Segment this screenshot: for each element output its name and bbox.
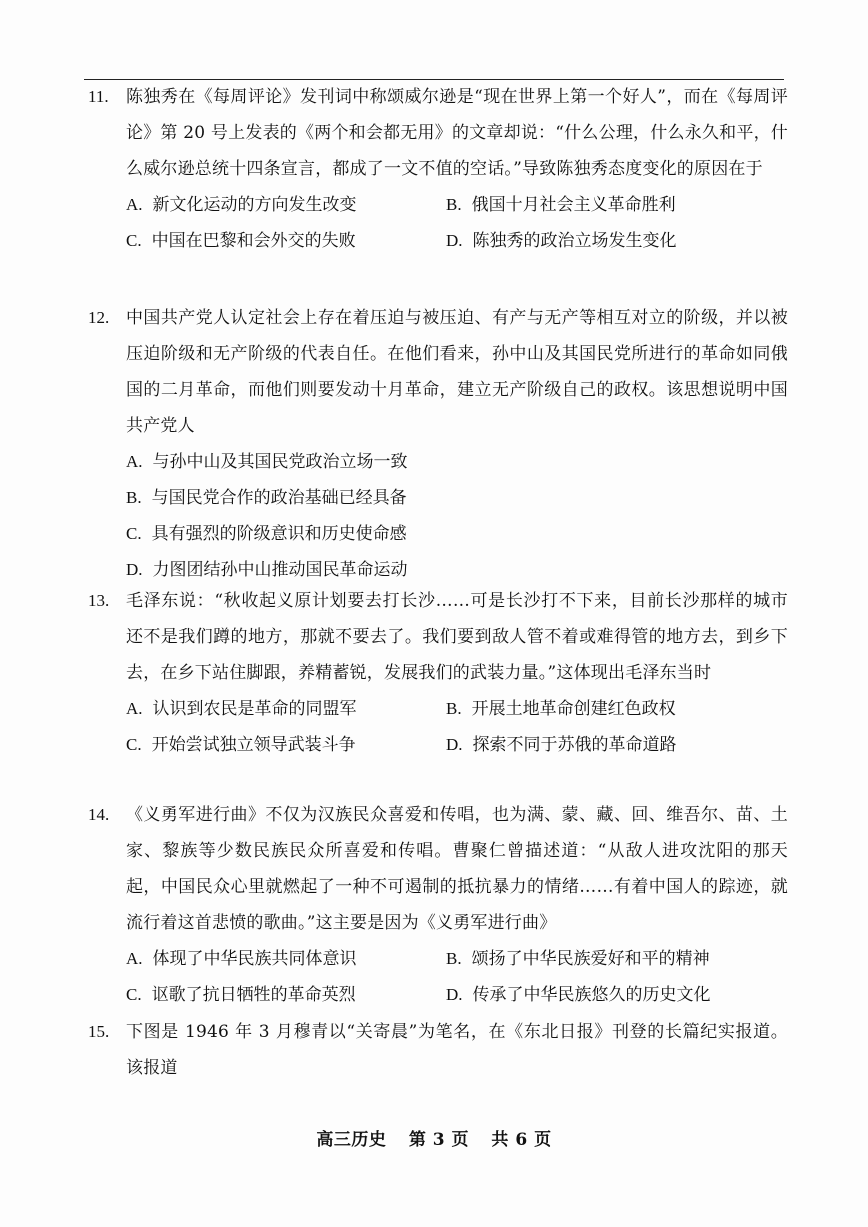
options	[126, 444, 788, 588]
question-12	[88, 300, 788, 588]
question-stem: 中国共产党人认定社会上存在着压迫与被压迫、有产与无产等相互对立的阶级，并以被压迫阶级和无产阶级的代表自任。在他们看来，孙中山及其国民党所进行的革命如同俄国的二月革命，而他们则要发动十月革命，建立无产阶级自己的政权。该思想说明中国共产党人	[126, 308, 788, 436]
option-b[interactable]: B. 开展土地革命创建红色政权	[446, 699, 676, 719]
footer-subject: 高三历史	[316, 1130, 387, 1150]
option-c[interactable]: C. 开始尝试独立领导武装斗争	[126, 735, 356, 755]
options	[126, 187, 788, 259]
question-number: 14.	[88, 805, 110, 824]
option-a[interactable]: A. 与孙中山及其国民党政治立场一致	[126, 452, 408, 472]
option-d[interactable]: D. 传承了中华民族悠久的历史文化	[446, 985, 711, 1005]
option-d[interactable]: D. 力图团结孙中山推动国民革命运动	[126, 560, 408, 580]
footer-page-number: 第 3 页	[408, 1130, 469, 1150]
option-c[interactable]: C. 具有强烈的阶级意识和历史使命感	[126, 524, 407, 544]
question-stem: 毛泽东说：“秋收起义原计划要去打长沙……可是长沙打不下来，目前长沙那样的城市还不是我们蹲的地方，那就不要去了。我们要到敌人管不着或难得管的地方去，到乡下去，在乡下站住脚跟，养精蓄锐，发展我们的武装力量。”这体现出毛泽东当时	[126, 591, 788, 683]
option-a[interactable]: A. 认识到农民是革命的同盟军	[126, 699, 357, 719]
question-number: 15.	[88, 1022, 110, 1041]
question-number: 12.	[88, 308, 110, 327]
footer-total-pages: 共 6 页	[491, 1130, 552, 1150]
question-number: 11.	[88, 87, 109, 106]
options	[126, 941, 788, 1013]
option-b[interactable]: B. 与国民党合作的政治基础已经具备	[126, 488, 407, 508]
question-stem: 《义勇军进行曲》不仅为汉族民众喜爱和传唱，也为满、蒙、藏、回、维吾尔、苗、土家、黎族等少数民族民众所喜爱和传唱。曹聚仁曾描述道：“从敌人进攻沈阳的那天起，中国民众心里就燃起了一种不可遏制的抵抗暴力的情绪……有着中国人的踪迹，就流行着这首悲愤的歌曲。”这主要是因为《义勇军进行曲》	[126, 805, 788, 933]
option-a[interactable]: A. 体现了中华民族共同体意识	[126, 949, 357, 969]
question-11	[88, 79, 788, 259]
question-stem: 陈独秀在《每周评论》发刊词中称颂威尔逊是“现在世界上第一个好人”，而在《每周评论》第 20 号上发表的《两个和会都无用》的文章却说：“什么公理，什么永久和平，什么威尔逊总统十四条宣言，都成了一文不值的空话。”导致陈独秀态度变化的原因在于	[126, 87, 788, 179]
question-15	[88, 1014, 788, 1086]
option-d[interactable]: D. 陈独秀的政治立场发生变化	[446, 231, 677, 251]
question-13	[88, 583, 788, 763]
option-c[interactable]: C. 中国在巴黎和会外交的失败	[126, 231, 356, 251]
question-stem: 下图是 1946 年 3 月穆青以“关寄晨”为笔名，在《东北日报》刊登的长篇纪实报道。该报道	[126, 1022, 788, 1078]
page-footer	[0, 1125, 868, 1150]
option-b[interactable]: B. 颂扬了中华民族爱好和平的精神	[446, 949, 710, 969]
option-c[interactable]: C. 讴歌了抗日牺牲的革命英烈	[126, 985, 356, 1005]
question-14	[88, 797, 788, 1013]
question-number: 13.	[88, 591, 110, 610]
options	[126, 691, 788, 763]
option-a[interactable]: A. 新文化运动的方向发生改变	[126, 195, 357, 215]
option-b[interactable]: B. 俄国十月社会主义革命胜利	[446, 195, 676, 215]
option-d[interactable]: D. 探索不同于苏俄的革命道路	[446, 735, 677, 755]
